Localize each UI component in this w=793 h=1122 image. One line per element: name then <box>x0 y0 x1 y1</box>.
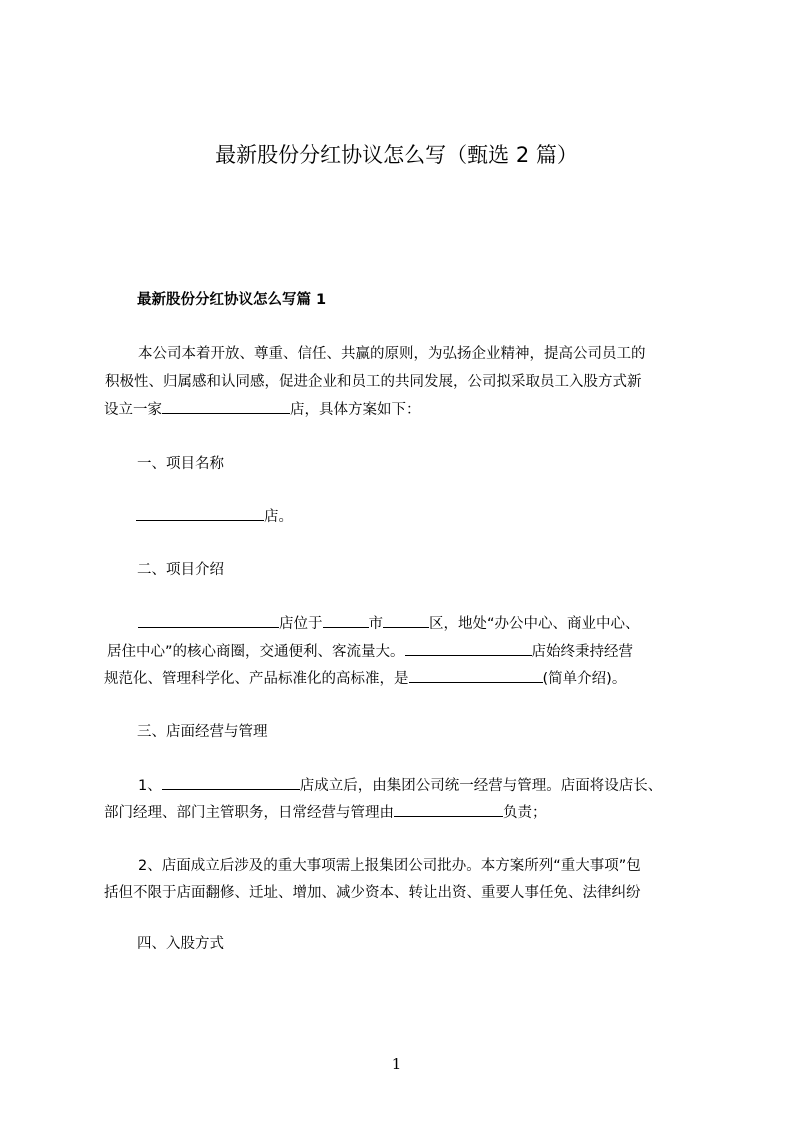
section-heading: 最新股份分红协议怎么写篇 1 <box>137 292 327 308</box>
intro-line-2: 积极性、归属感和认同感，促进企业和员工的共同发展，公司拟采取员工入股方式新 <box>105 374 642 390</box>
item2-l3-a: 规范化、管理科学化、产品标准化的高标准，是 <box>104 671 409 687</box>
item2-line-3 <box>104 669 626 689</box>
blank-store <box>138 614 279 628</box>
item2-l1-c: 区，地处“办公中心、商业中心、 <box>429 616 640 632</box>
item3-p1-a: 1、 <box>138 778 162 794</box>
item2-l2-b: 店始终秉持经营 <box>531 644 634 660</box>
intro-line-3-text-a: 设立一家 <box>104 402 162 418</box>
blank-city <box>323 614 369 628</box>
blank-intro <box>409 669 543 683</box>
item2-line-1 <box>138 614 640 634</box>
item1-text <box>136 507 293 527</box>
item3-p1-b: 店成立后，由集团公司统一经营与管理。店面将设店长、 <box>299 778 663 794</box>
page-number: 1 <box>391 1055 402 1073</box>
blank-store-3 <box>162 776 300 790</box>
item3-para2-line1: 2、店面成立后涉及的重大事项需上报集团公司批办。本方案所列“重大事项”包 <box>138 858 641 874</box>
blank-district <box>383 614 429 628</box>
item2-l2-a: 居住中心”的核心商圈，交通便利、客流量大。 <box>107 644 405 660</box>
blank-store-2 <box>405 642 532 656</box>
item1-heading: 一、项目名称 <box>137 456 224 472</box>
intro-line-3 <box>104 400 421 420</box>
item3-p1-d: 负责； <box>503 805 547 821</box>
item2-heading: 二、项目介绍 <box>137 562 224 578</box>
item3-para1-line2 <box>104 803 547 823</box>
item2-line-2 <box>107 642 633 662</box>
item4-heading: 四、入股方式 <box>137 936 224 952</box>
blank-manager <box>394 803 503 817</box>
item3-p1-c: 部门经理、部门主管职务，日常经营与管理由 <box>104 805 394 821</box>
intro-line-3-text-b: 店，具体方案如下： <box>290 402 421 418</box>
blank-project-name <box>136 507 264 521</box>
intro-line-1: 本公司本着开放、尊重、信任、共赢的原则，为弘扬企业精神，提高公司员工的 <box>138 346 646 362</box>
item2-l3-b: (简单介绍)。 <box>542 671 627 687</box>
item2-l1-b: 市 <box>368 616 383 632</box>
blank-store-name <box>162 400 290 414</box>
item3-para2-line2: 括但不限于店面翻修、迁址、增加、减少资本、转让出资、重要人事任免、法律纠纷 <box>104 885 641 901</box>
document-title: 最新股份分红协议怎么写（甄选 2 篇） <box>215 143 578 167</box>
item1-text-suffix: 店。 <box>264 509 293 525</box>
item3-para1-line1 <box>138 776 662 796</box>
item3-heading: 三、店面经营与管理 <box>137 724 268 740</box>
item2-l1-a: 店位于 <box>279 616 323 632</box>
